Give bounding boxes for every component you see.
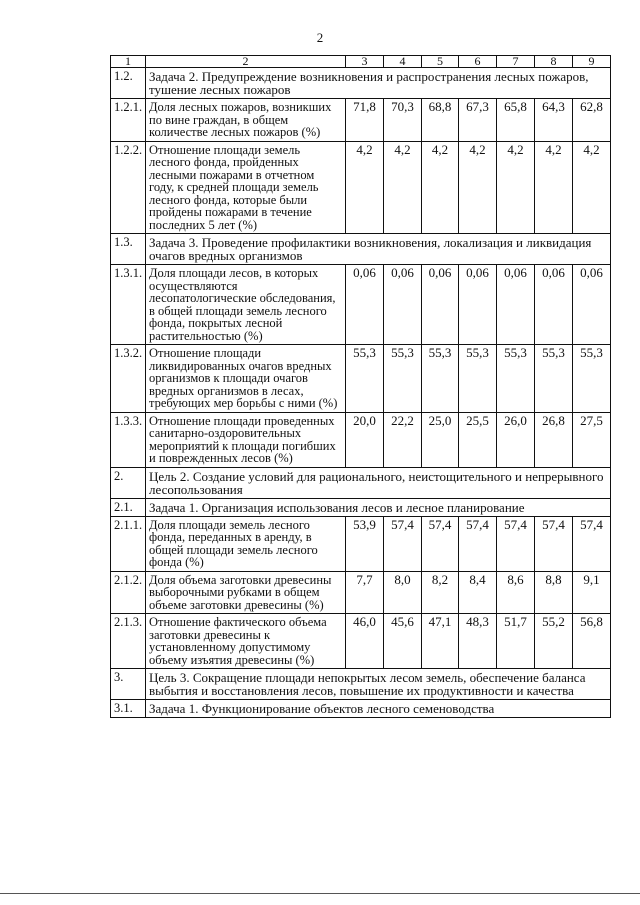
header-cell: 1 [111,56,146,68]
section-title: Задача 2. Предупреждение возникновения и распространения лесных пожаров, тушение лесных пожаров [146,68,611,99]
header-cell: 7 [497,56,535,68]
indicator-description: Доля объема заготовки древесины выборочными рубками в общем объеме заготовки древесины (%) [146,571,346,614]
indicator-value: 56,8 [573,614,611,669]
section-title: Задача 3. Проведение профилактики возникновения, локализация и ликвидация очагов вредных организмов [146,234,611,265]
indicator-value: 70,3 [384,99,422,142]
indicator-value: 9,1 [573,571,611,614]
indicator-value: 71,8 [346,99,384,142]
footer-divider [0,893,640,894]
indicator-value: 0,06 [459,265,497,345]
section-row [111,669,611,700]
indicator-value: 48,3 [459,614,497,669]
indicator-value: 64,3 [535,99,573,142]
indicator-value: 0,06 [497,265,535,345]
indicator-value: 55,3 [459,345,497,413]
indicator-row [111,571,611,614]
indicator-value: 4,2 [384,141,422,234]
indicator-value: 27,5 [573,412,611,467]
table-header-row [111,56,611,68]
section-title: Цель 2. Создание условий для рационального, неистощительного и непрерывного лесопользования [146,467,611,498]
indicator-value: 53,9 [346,516,384,571]
indicators-table [110,55,611,718]
indicator-value: 51,7 [497,614,535,669]
indicator-row [111,516,611,571]
indicator-value: 68,8 [422,99,459,142]
indicator-value: 55,3 [535,345,573,413]
indicator-value: 57,4 [422,516,459,571]
indicator-value: 47,1 [422,614,459,669]
indicator-value: 8,0 [384,571,422,614]
indicator-value: 4,2 [346,141,384,234]
indicator-value: 55,3 [346,345,384,413]
row-number: 2.1.3. [111,614,146,669]
indicator-value: 8,4 [459,571,497,614]
indicator-value: 57,4 [384,516,422,571]
indicator-description: Доля площади лесов, в которых осуществляются лесопатологические обследования, в общей площади земель лесного фонда, покрытых лесной растительностью (%) [146,265,346,345]
header-cell: 9 [573,56,611,68]
section-row [111,234,611,265]
indicator-row [111,412,611,467]
section-title: Задача 1. Организация использования лесов и лесное планирование [146,498,611,516]
row-number: 1.3. [111,234,146,265]
indicator-value: 55,3 [384,345,422,413]
indicator-value: 62,8 [573,99,611,142]
indicator-description: Отношение площади ликвидированных очагов вредных организмов к площади очагов вредных организмов в лесах, требующих мер борьбы с ними (%) [146,345,346,413]
indicator-value: 46,0 [346,614,384,669]
indicator-row [111,614,611,669]
indicator-value: 25,5 [459,412,497,467]
indicator-description: Доля площади земель лесного фонда, переданных в аренду, в общей площади земель лесного фонда (%) [146,516,346,571]
indicator-description: Отношение площади земель лесного фонда, пройденных лесными пожарами в отчетном году, к средней площади земель лесного фонда, которые были пройдены пожарами в течение последних 5 лет (%) [146,141,346,234]
header-cell: 8 [535,56,573,68]
row-number: 1.2.1. [111,99,146,142]
indicator-value: 8,6 [497,571,535,614]
row-number: 1.3.3. [111,412,146,467]
indicator-row [111,265,611,345]
indicator-value: 8,8 [535,571,573,614]
row-number: 1.3.2. [111,345,146,413]
header-cell: 3 [346,56,384,68]
page-number: 2 [316,30,324,45]
indicator-description: Отношение фактического объема заготовки древесины к установленному допустимому объему изъятия древесины (%) [146,614,346,669]
indicator-value: 4,2 [497,141,535,234]
row-number: 1.2.2. [111,141,146,234]
row-number: 2.1. [111,498,146,516]
indicator-value: 20,0 [346,412,384,467]
header-cell: 4 [384,56,422,68]
header-cell: 2 [146,56,346,68]
indicator-value: 55,3 [573,345,611,413]
row-number: 2.1.2. [111,571,146,614]
indicator-value: 0,06 [535,265,573,345]
row-number: 3.1. [111,700,146,718]
indicator-value: 55,2 [535,614,573,669]
section-title: Задача 1. Функционирование объектов лесного семеноводства [146,700,611,718]
indicator-value: 22,2 [384,412,422,467]
indicator-value: 57,4 [573,516,611,571]
row-number: 2. [111,467,146,498]
section-row [111,467,611,498]
row-number: 1.2. [111,68,146,99]
indicator-value: 7,7 [346,571,384,614]
indicator-row [111,345,611,413]
indicator-value: 65,8 [497,99,535,142]
section-row [111,498,611,516]
indicator-row [111,141,611,234]
indicator-description: Доля лесных пожаров, возникших по вине граждан, в общем количестве лесных пожаров (%) [146,99,346,142]
indicator-value: 8,2 [422,571,459,614]
indicator-value: 26,8 [535,412,573,467]
header-cell: 5 [422,56,459,68]
section-title: Цель 3. Сокращение площади непокрытых лесом земель, обеспечение баланса выбытия и восстановления лесов, повышение их продуктивности и качества [146,669,611,700]
row-number: 2.1.1. [111,516,146,571]
indicator-value: 57,4 [497,516,535,571]
row-number: 1.3.1. [111,265,146,345]
section-row [111,68,611,99]
indicator-value: 55,3 [497,345,535,413]
indicator-value: 25,0 [422,412,459,467]
row-number: 3. [111,669,146,700]
indicator-value: 4,2 [573,141,611,234]
indicator-value: 4,2 [535,141,573,234]
indicator-description: Отношение площади проведенных санитарно-оздоровительных мероприятий к площади погибших и поврежденных лесов (%) [146,412,346,467]
indicator-value: 26,0 [497,412,535,467]
indicator-value: 0,06 [346,265,384,345]
indicator-value: 57,4 [535,516,573,571]
indicator-value: 67,3 [459,99,497,142]
indicator-value: 0,06 [422,265,459,345]
indicator-value: 45,6 [384,614,422,669]
indicator-value: 0,06 [384,265,422,345]
indicator-value: 4,2 [422,141,459,234]
indicator-value: 57,4 [459,516,497,571]
indicator-value: 55,3 [422,345,459,413]
header-cell: 6 [459,56,497,68]
section-row [111,700,611,718]
indicator-row [111,99,611,142]
indicator-value: 0,06 [573,265,611,345]
indicator-value: 4,2 [459,141,497,234]
